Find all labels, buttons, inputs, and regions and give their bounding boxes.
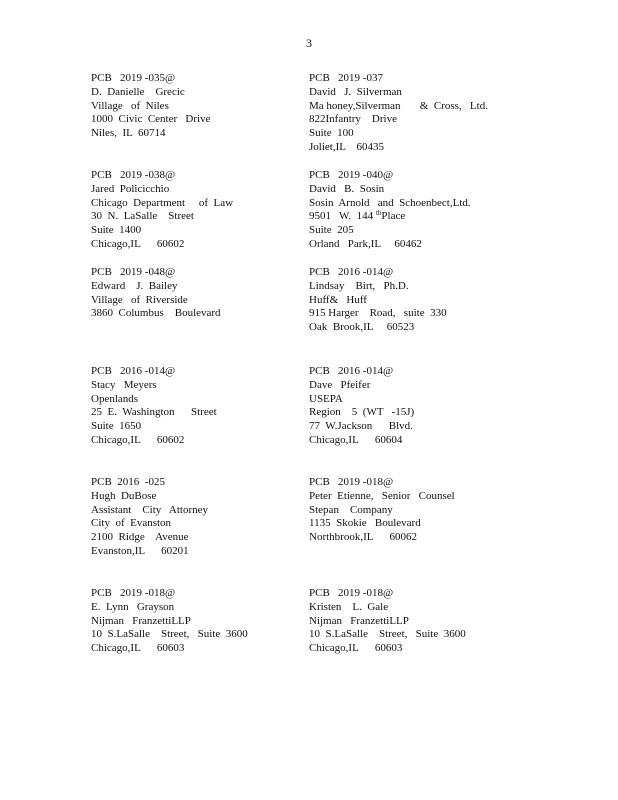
ordinal-suffix: th bbox=[375, 209, 382, 218]
service-entry-openlands bbox=[91, 365, 306, 448]
organization: USEPA bbox=[309, 392, 343, 405]
case-number: PCB 2016 -014@ bbox=[91, 365, 176, 377]
contact-name: Edward J. Bailey bbox=[91, 279, 178, 292]
title: Assistant City Attorney bbox=[91, 503, 209, 516]
city-state-zip: Oak Brook,IL 60523 bbox=[309, 321, 415, 334]
case-number: PCB 2019 -035@ bbox=[91, 72, 176, 84]
contact-name: Lindsay Birt, Ph.D. bbox=[309, 279, 409, 292]
contact-name: Kristen L. Gale bbox=[309, 600, 389, 613]
contact-name: E. Lynn Grayson bbox=[91, 600, 175, 613]
case-number: PCB 2019 -018@ bbox=[309, 587, 394, 599]
organization: Huff& Huff bbox=[309, 293, 367, 306]
street-address: 9501 W. 144 $^{th}$Place bbox=[309, 209, 406, 223]
service-entry-stepan bbox=[309, 476, 524, 545]
contact-name: Hugh DuBose bbox=[91, 489, 157, 502]
service-entry-silverman bbox=[309, 72, 524, 155]
service-entry-gale bbox=[309, 587, 524, 656]
service-entry-huff bbox=[309, 266, 524, 335]
city-state-zip: Chicago,IL 60603 bbox=[91, 642, 185, 655]
city-state-zip: Joliet,IL 60435 bbox=[309, 140, 385, 153]
case-number: PCB 2019 -018@ bbox=[91, 587, 176, 599]
organization: Ma honey,Silverman & Cross, Ltd. bbox=[309, 99, 488, 112]
organization: Chicago Department of Law bbox=[91, 196, 234, 209]
street-address: 2100 Ridge Avenue bbox=[91, 531, 189, 544]
case-number: PCB 2016 -025 bbox=[91, 476, 165, 488]
contact-name: Dave Pfeifer bbox=[309, 378, 371, 391]
case-number: PCB 2019 -018@ bbox=[309, 476, 394, 488]
city-state-zip: Chicago,IL 60604 bbox=[309, 433, 403, 446]
city-state-zip: Orland Park,IL 60462 bbox=[309, 237, 422, 250]
street-address: 822Infantry Drive bbox=[309, 113, 397, 126]
service-entry-grayson bbox=[91, 587, 306, 656]
organization: Village of Riverside bbox=[91, 293, 188, 306]
city-state-zip: Chicago,IL 60603 bbox=[309, 642, 403, 655]
case-number: PCB 2019 -048@ bbox=[91, 266, 176, 278]
contact-name: David B. Sosin bbox=[309, 182, 385, 195]
service-entry-evanston bbox=[91, 476, 306, 559]
city-state-zip: Chicago,IL 60602 bbox=[91, 237, 185, 250]
street-address: 25 E. Washington Street bbox=[91, 406, 217, 419]
case-number: PCB 2019 -038@ bbox=[91, 169, 176, 181]
organization: Stepan Company bbox=[309, 503, 393, 516]
city-state-zip: Chicago,IL 60602 bbox=[91, 433, 185, 446]
contact-name: Stacy Meyers bbox=[91, 378, 157, 391]
service-entry-riverside bbox=[91, 266, 306, 321]
city-state-zip: Niles, IL 60714 bbox=[91, 127, 166, 140]
city-state-zip: Evanston,IL 60201 bbox=[91, 544, 189, 557]
city-state-zip: Northbrook,IL 60062 bbox=[309, 531, 418, 544]
service-entry-usepa bbox=[309, 365, 524, 448]
organization: Nijman FranzettiLLP bbox=[309, 614, 409, 627]
street-address: 3860 Columbus Boulevard bbox=[91, 307, 221, 320]
page-number: 3 bbox=[306, 36, 312, 50]
service-entry-chicago-law bbox=[91, 169, 306, 252]
street-address: 77 W.Jackson Blvd. bbox=[309, 420, 413, 433]
organization: Village of Niles bbox=[91, 99, 169, 112]
suite: Suite 205 bbox=[309, 224, 354, 237]
service-entry-sosin bbox=[309, 169, 524, 252]
region: Region 5 (WT -15J) bbox=[309, 406, 415, 419]
organization: Openlands bbox=[91, 392, 139, 405]
contact-name: Jared Policicchio bbox=[91, 182, 170, 195]
organization: City of Evanston bbox=[91, 517, 172, 530]
suite: Suite 1650 bbox=[91, 420, 142, 433]
suite: Suite 1400 bbox=[91, 224, 142, 237]
case-number: PCB 2019 -040@ bbox=[309, 169, 394, 181]
case-number: PCB 2019 -037 bbox=[309, 72, 383, 84]
street-address: 1135 Skokie Boulevard bbox=[309, 517, 421, 530]
organization: Sosin Arnold and Schoenbect,Ltd. bbox=[309, 196, 471, 209]
contact-name: David J. Silverman bbox=[309, 85, 402, 98]
street-address: 915 Harger Road, suite 330 bbox=[309, 307, 447, 320]
street-address: 10 S.LaSalle Street, Suite 3600 bbox=[91, 628, 248, 641]
organization: Nijman FranzettiLLP bbox=[91, 614, 191, 627]
case-number: PCB 2016 -014@ bbox=[309, 365, 394, 377]
suite: Suite 100 bbox=[309, 127, 354, 140]
service-entry-niles bbox=[91, 72, 306, 141]
street-address: 30 N. LaSalle Street bbox=[91, 210, 194, 223]
street-address: 1000 Civic Center Drive bbox=[91, 113, 211, 126]
street-address: 10 S.LaSalle Street, Suite 3600 bbox=[309, 628, 466, 641]
case-number: PCB 2016 -014@ bbox=[309, 266, 394, 278]
contact-name: D. Danielle Grecic bbox=[91, 85, 185, 98]
contact-name: Peter Etienne, Senior Counsel bbox=[309, 489, 455, 502]
